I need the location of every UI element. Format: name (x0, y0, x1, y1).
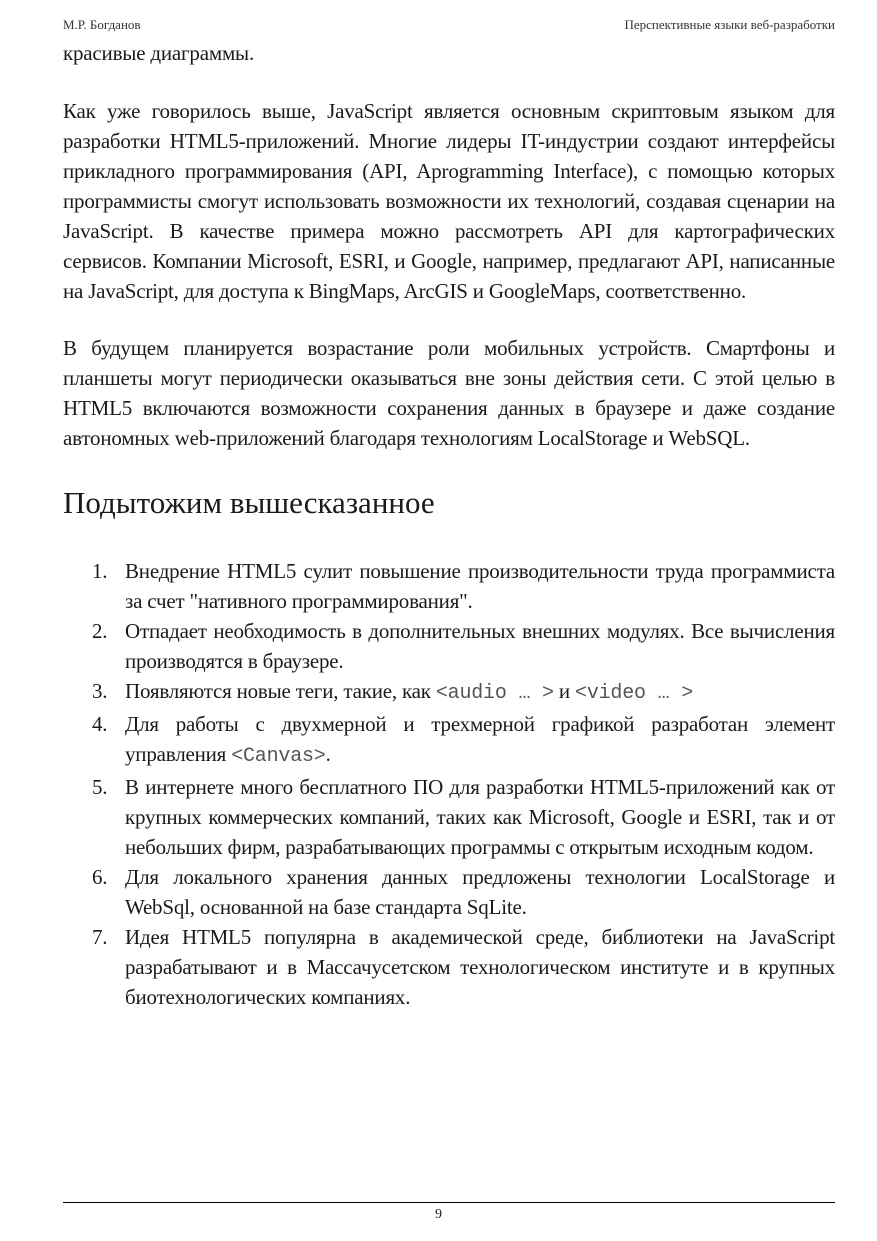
list-item (63, 616, 835, 676)
header-author: М.Р. Богданов (63, 17, 141, 32)
code-video-tag: <video … > (575, 682, 694, 705)
list-item-text: Для работы с двухмерной и трехмерной графикой разработан элемент управления (125, 712, 835, 766)
list-item-number: 6. (92, 865, 108, 889)
list-item-number: 2. (92, 619, 108, 643)
list-item (63, 556, 835, 616)
list-item (63, 772, 835, 862)
paragraph: В будущем планируется возрастание роли мобильных устройств. Смартфоны и планшеты могут периодически оказываться вне зоны действия сети. С этой целью в HTML5 включаются возможности сохранения данных в браузере и даже создание автономных web-приложений благодаря технологиям LocalStorage и WebSQL. (63, 336, 835, 450)
code-canvas-tag: <Canvas> (231, 745, 326, 768)
running-header (63, 17, 835, 35)
paragraph: Как уже говорилось выше, JavaScript является основным скриптовым языком для разработки HTML5-приложений. Многие лидеры IT-индустрии создают интерфейсы прикладного программирования (API, Aprogramming Interface), с помощью которых программисты смогут использовать возможности их технологий, создавая сценарии на JavaScript. В качестве примера можно рассмотреть API для картографических сервисов. Компании Microsoft, ESRI, и Google, например, предлагают API, написанные на JavaScript, для доступа к BingMaps, ArcGIS и GoogleMaps, соответственно. (63, 99, 835, 303)
list-item-number: 3. (92, 679, 108, 703)
list-item-number: 5. (92, 775, 108, 799)
list-item (63, 709, 835, 772)
summary-list (63, 556, 835, 1012)
list-item (63, 922, 835, 1012)
list-item-text: В интернете много бесплатного ПО для разработки HTML5-приложений как от крупных коммерческих компаний, таких как Microsoft, Google и ESRI, так и от небольших фирм, разрабатывающих программы с открытым исходным кодом. (125, 775, 835, 859)
list-item (63, 676, 835, 709)
list-item-text: Внедрение HTML5 сулит повышение производительности труда программиста за счет "нативного программирования". (125, 559, 835, 613)
list-item-number: 1. (92, 559, 108, 583)
list-item-text: Для локального хранения данных предложены технологии LocalStorage и WebSql, основанной на базе стандарта SqLite. (125, 865, 835, 919)
header-title: Перспективные языки веб-разработки (624, 17, 835, 32)
page-body (63, 36, 835, 1012)
footer-divider (63, 1202, 835, 1203)
list-item-text: Появляются новые теги, такие, как (125, 679, 436, 703)
code-audio-tag: <audio … > (435, 682, 554, 705)
list-item-text: и (553, 679, 576, 703)
list-item-text: . (325, 742, 331, 766)
list-item (63, 862, 835, 922)
paragraph: красивые диаграммы. (63, 41, 254, 65)
list-item-text: Отпадает необходимость в дополнительных внешних модулях. Все вычисления производятся в браузере. (125, 619, 835, 673)
list-item-number: 4. (92, 712, 108, 736)
page-number: 9 (435, 1207, 442, 1222)
list-item-text: Идея HTML5 популярна в академической среде, библиотеки на JavaScript разрабатывают и в Массачусетском технологическом институте и в крупных биотехнологических компаниях. (125, 925, 835, 1009)
list-item-number: 7. (92, 925, 108, 949)
section-heading: Подытожим вышесказанное (63, 485, 435, 520)
